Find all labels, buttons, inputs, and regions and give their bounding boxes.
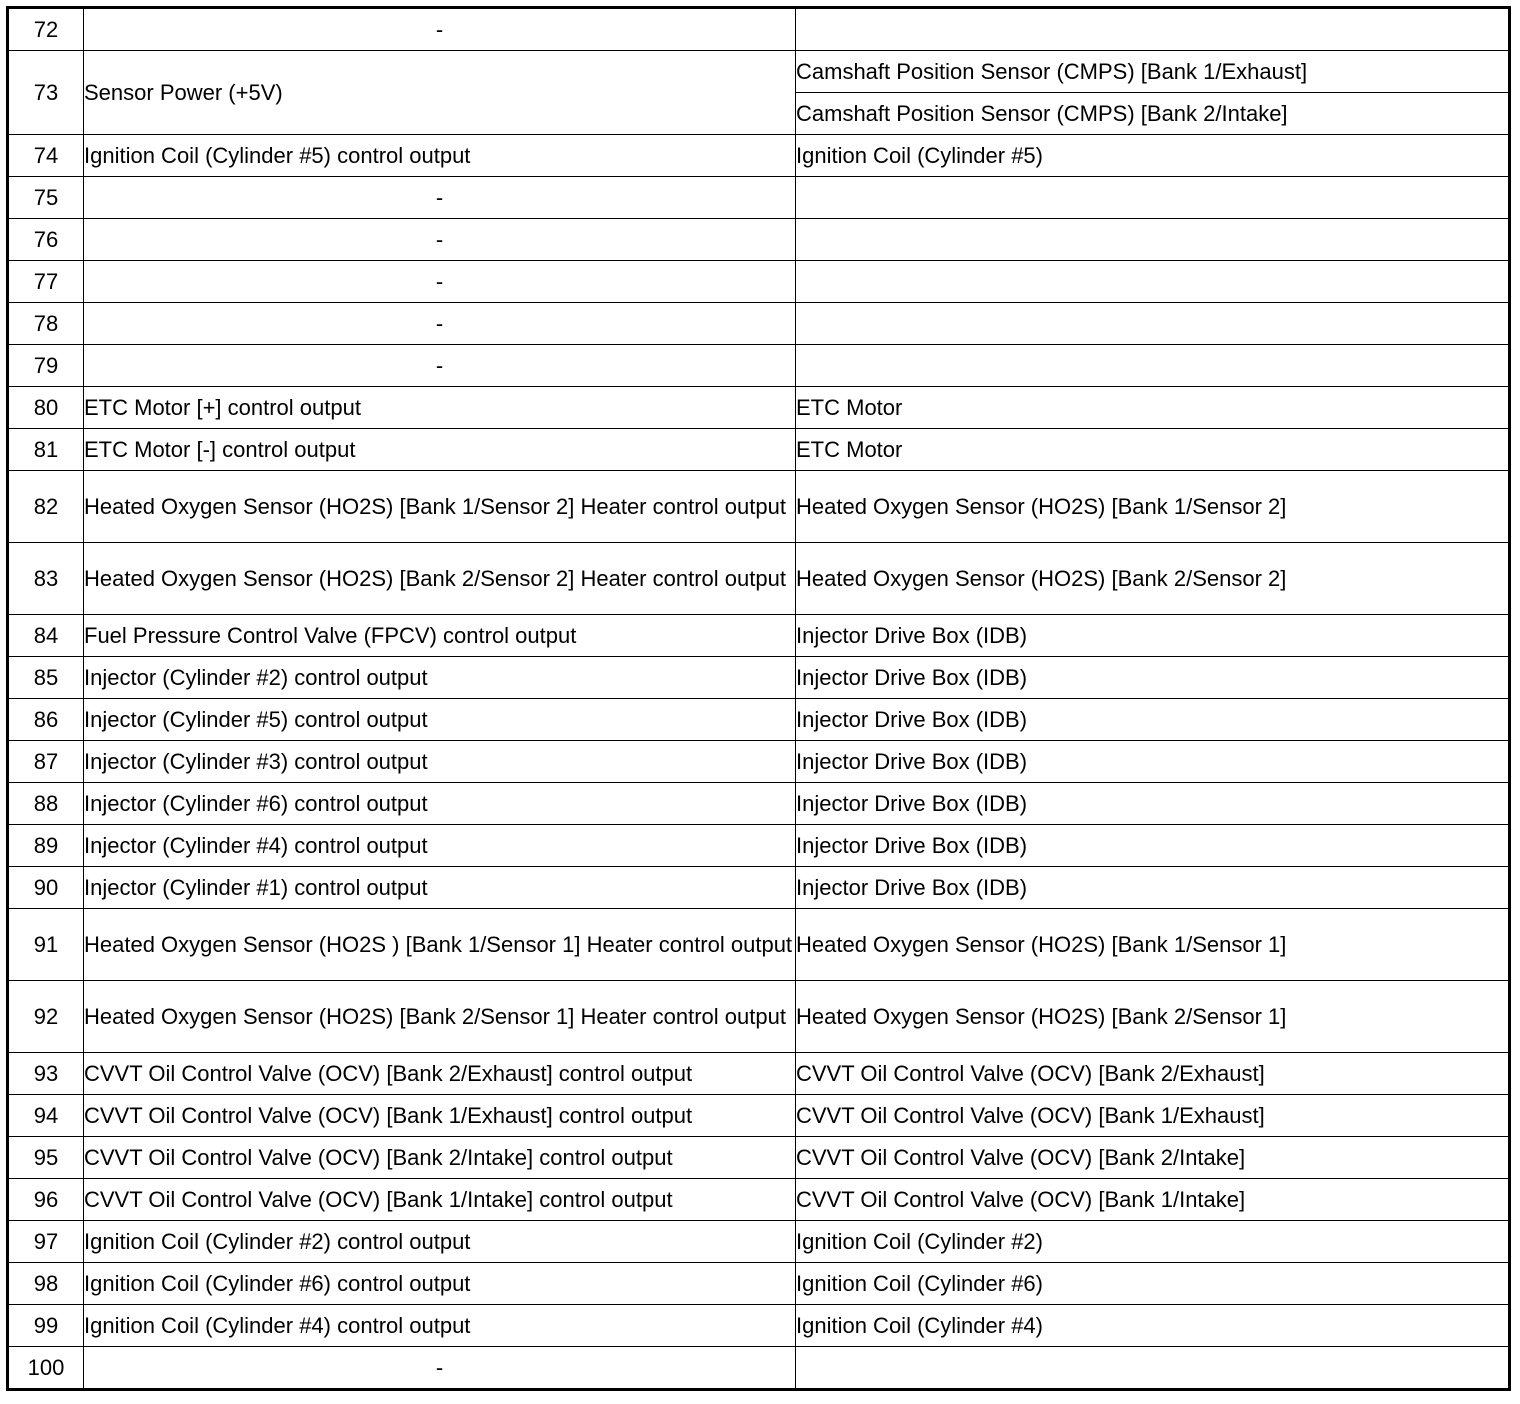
pin-description: Sensor Power (+5V) [84,51,796,135]
pin-number: 86 [8,699,84,741]
pin-description: ETC Motor [-] control output [84,429,796,471]
table-row [8,825,1510,867]
connected-component: ETC Motor [796,387,1510,429]
pin-number: 93 [8,1053,84,1095]
table-row [8,261,1510,303]
pin-description: Injector (Cylinder #4) control output [84,825,796,867]
pin-number: 75 [8,177,84,219]
connected-component [796,303,1510,345]
pin-number: 87 [8,741,84,783]
pin-description: - [84,8,796,51]
table-row [8,1263,1510,1305]
pin-number: 92 [8,981,84,1053]
pin-table [6,6,1511,1391]
pin-description: CVVT Oil Control Valve (OCV) [Bank 2/Intake] control output [84,1137,796,1179]
table-row [8,741,1510,783]
table-row [8,981,1510,1053]
pin-description: Fuel Pressure Control Valve (FPCV) control output [84,615,796,657]
pin-description: Ignition Coil (Cylinder #2) control output [84,1221,796,1263]
connected-component: Injector Drive Box (IDB) [796,825,1510,867]
pin-description: CVVT Oil Control Valve (OCV) [Bank 1/Exhaust] control output [84,1095,796,1137]
connected-component: CVVT Oil Control Valve (OCV) [Bank 2/Intake] [796,1137,1510,1179]
table-row [8,387,1510,429]
pin-number: 99 [8,1305,84,1347]
table-row [8,8,1510,51]
pin-description: Ignition Coil (Cylinder #6) control output [84,1263,796,1305]
table-row [8,909,1510,981]
pin-number: 83 [8,543,84,615]
connected-component [796,1347,1510,1390]
pin-description: Injector (Cylinder #6) control output [84,783,796,825]
connected-component: Camshaft Position Sensor (CMPS) [Bank 2/Intake] [796,93,1510,135]
pin-number: 80 [8,387,84,429]
pin-description: Injector (Cylinder #2) control output [84,657,796,699]
connected-component: Heated Oxygen Sensor (HO2S) [Bank 1/Sensor 1] [796,909,1510,981]
pin-number: 95 [8,1137,84,1179]
connected-component [796,345,1510,387]
connected-component [796,8,1510,51]
pin-number: 81 [8,429,84,471]
connected-component: Injector Drive Box (IDB) [796,783,1510,825]
connected-component: Injector Drive Box (IDB) [796,657,1510,699]
table-row [8,345,1510,387]
connected-component: Injector Drive Box (IDB) [796,699,1510,741]
table-row [8,429,1510,471]
connected-component [796,261,1510,303]
pin-number: 89 [8,825,84,867]
table-row [8,1137,1510,1179]
pin-description: - [84,345,796,387]
table-row [8,783,1510,825]
pin-description: CVVT Oil Control Valve (OCV) [Bank 1/Intake] control output [84,1179,796,1221]
pin-description: Heated Oxygen Sensor (HO2S) [Bank 2/Sensor 1] Heater control output [84,981,796,1053]
pin-number: 74 [8,135,84,177]
pin-number: 100 [8,1347,84,1390]
connected-component [796,177,1510,219]
table-row [8,1305,1510,1347]
pin-number: 91 [8,909,84,981]
connected-component: CVVT Oil Control Valve (OCV) [Bank 2/Exhaust] [796,1053,1510,1095]
pin-number: 97 [8,1221,84,1263]
table-row [8,1347,1510,1390]
table-row [8,543,1510,615]
pin-description: - [84,177,796,219]
connected-component: Camshaft Position Sensor (CMPS) [Bank 1/Exhaust] [796,51,1510,93]
table-row [8,219,1510,261]
pin-number: 82 [8,471,84,543]
pin-description: Injector (Cylinder #5) control output [84,699,796,741]
table-row [8,699,1510,741]
connected-component: Injector Drive Box (IDB) [796,615,1510,657]
connected-component: Ignition Coil (Cylinder #5) [796,135,1510,177]
table-row [8,177,1510,219]
pin-number: 88 [8,783,84,825]
pin-number: 72 [8,8,84,51]
pin-description: - [84,303,796,345]
pin-number: 77 [8,261,84,303]
pin-number: 79 [8,345,84,387]
pin-description: Injector (Cylinder #1) control output [84,867,796,909]
connected-component: Ignition Coil (Cylinder #2) [796,1221,1510,1263]
pin-number: 84 [8,615,84,657]
pin-description: CVVT Oil Control Valve (OCV) [Bank 2/Exhaust] control output [84,1053,796,1095]
pin-description: - [84,1347,796,1390]
connected-component: Injector Drive Box (IDB) [796,867,1510,909]
table-row [8,1221,1510,1263]
pin-description: Ignition Coil (Cylinder #4) control output [84,1305,796,1347]
connected-component [796,219,1510,261]
table-row [8,615,1510,657]
table-row [8,303,1510,345]
table-row [8,471,1510,543]
pin-description: Heated Oxygen Sensor (HO2S) [Bank 2/Sensor 2] Heater control output [84,543,796,615]
table-row [8,51,1510,93]
pin-description: Heated Oxygen Sensor (HO2S) [Bank 1/Sensor 2] Heater control output [84,471,796,543]
table-row [8,1053,1510,1095]
connected-component: Heated Oxygen Sensor (HO2S) [Bank 2/Sensor 2] [796,543,1510,615]
pin-number: 96 [8,1179,84,1221]
pin-number: 98 [8,1263,84,1305]
connected-component: Ignition Coil (Cylinder #6) [796,1263,1510,1305]
pin-description: Injector (Cylinder #3) control output [84,741,796,783]
pin-number: 90 [8,867,84,909]
table-row [8,1095,1510,1137]
connected-component: Injector Drive Box (IDB) [796,741,1510,783]
pin-number: 85 [8,657,84,699]
pin-number: 73 [8,51,84,135]
pin-description: - [84,219,796,261]
pin-number: 76 [8,219,84,261]
table-row [8,135,1510,177]
connected-component: CVVT Oil Control Valve (OCV) [Bank 1/Exhaust] [796,1095,1510,1137]
pin-description: Ignition Coil (Cylinder #5) control output [84,135,796,177]
connected-component: CVVT Oil Control Valve (OCV) [Bank 1/Intake] [796,1179,1510,1221]
connected-component: ETC Motor [796,429,1510,471]
connected-component: Ignition Coil (Cylinder #4) [796,1305,1510,1347]
pin-number: 78 [8,303,84,345]
table-row [8,867,1510,909]
pin-description: ETC Motor [+] control output [84,387,796,429]
pin-description: Heated Oxygen Sensor (HO2S ) [Bank 1/Sensor 1] Heater control output [84,909,796,981]
pin-number: 94 [8,1095,84,1137]
connected-component: Heated Oxygen Sensor (HO2S) [Bank 1/Sensor 2] [796,471,1510,543]
table-row [8,657,1510,699]
connected-component: Heated Oxygen Sensor (HO2S) [Bank 2/Sensor 1] [796,981,1510,1053]
pin-description: - [84,261,796,303]
table-row [8,1179,1510,1221]
